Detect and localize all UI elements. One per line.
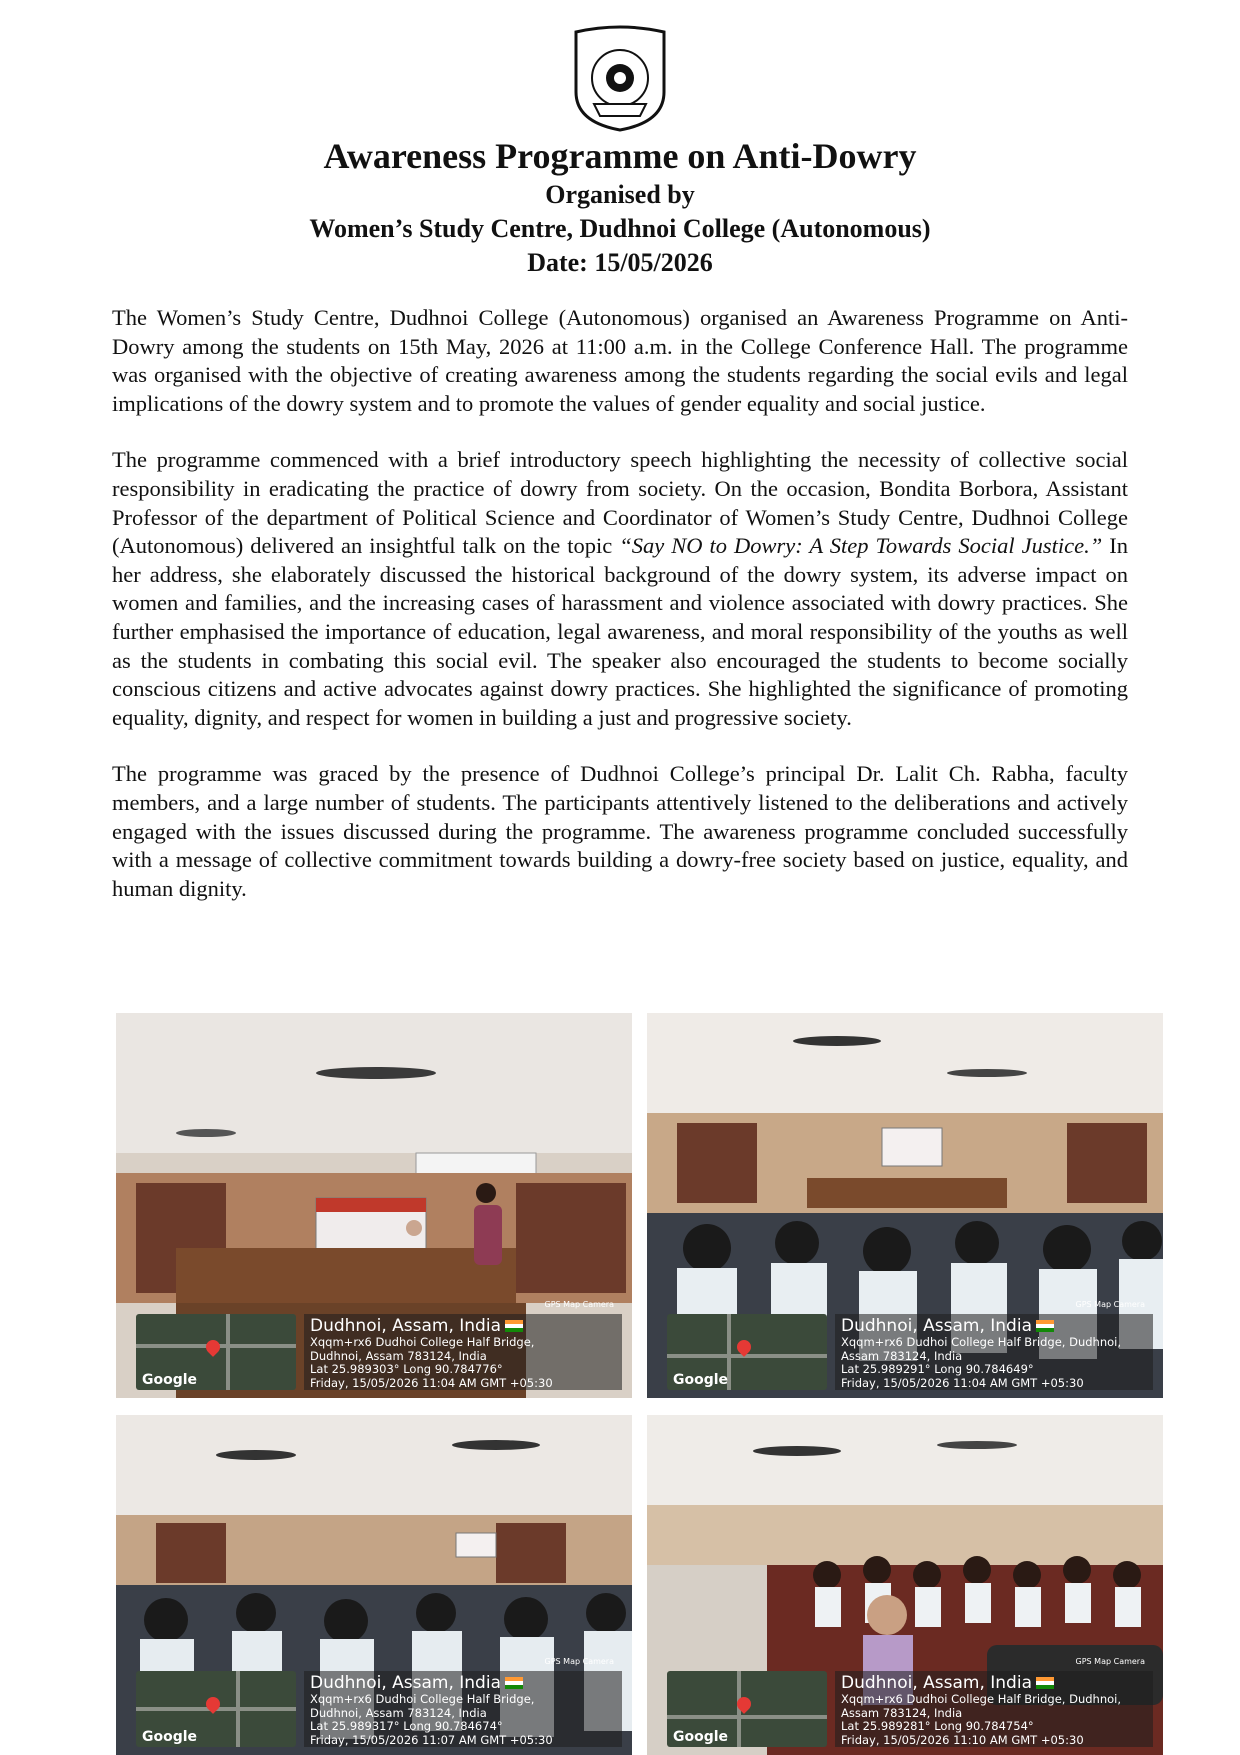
event-date: Date: 15/05/2026 <box>527 248 713 277</box>
location-info <box>304 1657 622 1747</box>
map-thumbnail <box>667 1671 827 1747</box>
timestamp: Friday, 15/05/2026 11:04 AM GMT +05:30 <box>841 1375 1084 1390</box>
india-flag-icon <box>505 1677 523 1689</box>
india-flag-icon <box>1036 1677 1054 1689</box>
location-city: Dudhnoi, Assam, India <box>310 1673 501 1693</box>
paragraph-1: The Women’s Study Centre, Dudhnoi College (Autonomous) organised an Awareness Programme on Anti-Dowry among the students on 15th May, 2026 at 11:00 a.m. in the College Conference Hall. The programme was organised with the objective of creating awareness among the students regarding the social evils and legal implications of the dowry system and to promote the values of gender equality and social justice. <box>112 305 1128 416</box>
address-line-2: Dudhnoi, Assam 783124, India <box>310 1348 487 1363</box>
address-line-1: Xqqm+rx6 Dudhoi College Half Bridge, Dudhnoi, <box>841 1335 1121 1349</box>
paragraph-2 <box>112 446 1128 732</box>
organised-by-label: Organised by <box>545 180 695 209</box>
map-thumbnail <box>667 1314 827 1390</box>
gps-stamp <box>136 1657 622 1747</box>
gps-app-label: GPS Map Camera <box>1075 1657 1145 1666</box>
gps-stamp <box>667 1300 1153 1390</box>
location-info <box>835 1300 1153 1390</box>
location-info <box>835 1657 1153 1747</box>
location-info <box>304 1300 622 1390</box>
address-line-1: Xqqm+rx6 Dudhoi College Half Bridge, <box>310 1692 535 1706</box>
coordinates: Lat 25.989303° Long 90.784776° <box>310 1362 503 1376</box>
gps-app-label: GPS Map Camera <box>1075 1300 1145 1309</box>
coordinates: Lat 25.989281° Long 90.784754° <box>841 1719 1034 1733</box>
location-city: Dudhnoi, Assam, India <box>841 1316 1032 1336</box>
india-flag-icon <box>1036 1320 1054 1332</box>
event-photo-2 <box>647 1013 1163 1398</box>
timestamp: Friday, 15/05/2026 11:07 AM GMT +05:30 <box>310 1732 553 1747</box>
map-brand: Google <box>142 1372 198 1388</box>
coordinates: Lat 25.989317° Long 90.784674° <box>310 1719 503 1733</box>
map-thumbnail <box>136 1671 296 1747</box>
talk-topic: “Say NO to Dowry: A Step Towards Social Justice.” <box>619 533 1103 559</box>
address-line-2: Assam 783124, India <box>841 1348 963 1363</box>
address-line-1: Xqqm+rx6 Dudhoi College Half Bridge, Dudhnoi, <box>841 1692 1121 1706</box>
map-brand: Google <box>673 1729 729 1745</box>
location-pin-icon <box>203 1337 223 1357</box>
gps-stamp <box>136 1300 622 1390</box>
event-photo-4 <box>647 1415 1163 1755</box>
map-brand: Google <box>673 1372 729 1388</box>
address-line-2: Assam 783124, India <box>841 1705 963 1720</box>
india-flag-icon <box>505 1320 523 1332</box>
location-city: Dudhnoi, Assam, India <box>841 1673 1032 1693</box>
address-line-2: Dudhnoi, Assam 783124, India <box>310 1705 487 1720</box>
header <box>0 134 1240 280</box>
event-photo-3 <box>116 1415 632 1755</box>
paragraph-2-end: In her address, she elaborately discussed the historical background of the dowry system, its adverse impact on women and families, and the increasing cases of harassment and violence associated with dowry practices. She further emphasised the importance of education, legal awareness, and moral responsibility of the youths as well as the students in combating this social evil. The speaker also encouraged the students to become socially conscious citizens and active advocates against dowry practices. She highlighted the significance of promoting equality, dignity, and respect for women in building a just and progressive society. <box>112 533 1128 730</box>
paragraph-2-start: The programme commenced with a brief introductory speech highlighting the necessity of collective social responsibility in eradicating the practice of dowry from society. On the occasion, Bondita Borbora, Assistant Professor of the department of Political Science and Coordinator of Women’s Study Centre, Dudhnoi College (Autonomous) delivered an insightful talk on the topic <box>112 447 1128 559</box>
college-logo <box>564 22 676 134</box>
event-photo-1 <box>116 1013 632 1398</box>
gps-stamp <box>667 1657 1153 1747</box>
gps-app-label: GPS Map Camera <box>544 1657 614 1666</box>
organiser-name: Women’s Study Centre, Dudhnoi College (Autonomous) <box>309 214 931 243</box>
map-thumbnail <box>136 1314 296 1390</box>
map-brand: Google <box>142 1729 198 1745</box>
paragraph-3: The programme was graced by the presence of Dudhnoi College’s principal Dr. Lalit Ch. Rabha, faculty members, and a large number of students. The participants attentively listened to the deliberations and actively engaged with the issues discussed during the programme. The awareness programme concluded successfully with a message of collective commitment towards building a dowry-free society based on justice, equality, and human dignity. <box>112 761 1128 901</box>
report-body <box>112 304 1128 931</box>
page-title: Awareness Programme on Anti-Dowry <box>323 136 917 176</box>
address-line-1: Xqqm+rx6 Dudhoi College Half Bridge, <box>310 1335 535 1349</box>
location-city: Dudhnoi, Assam, India <box>310 1316 501 1336</box>
coordinates: Lat 25.989291° Long 90.784649° <box>841 1362 1034 1376</box>
timestamp: Friday, 15/05/2026 11:10 AM GMT +05:30 <box>841 1732 1084 1747</box>
timestamp: Friday, 15/05/2026 11:04 AM GMT +05:30 <box>310 1375 553 1390</box>
gps-app-label: GPS Map Camera <box>544 1300 614 1309</box>
